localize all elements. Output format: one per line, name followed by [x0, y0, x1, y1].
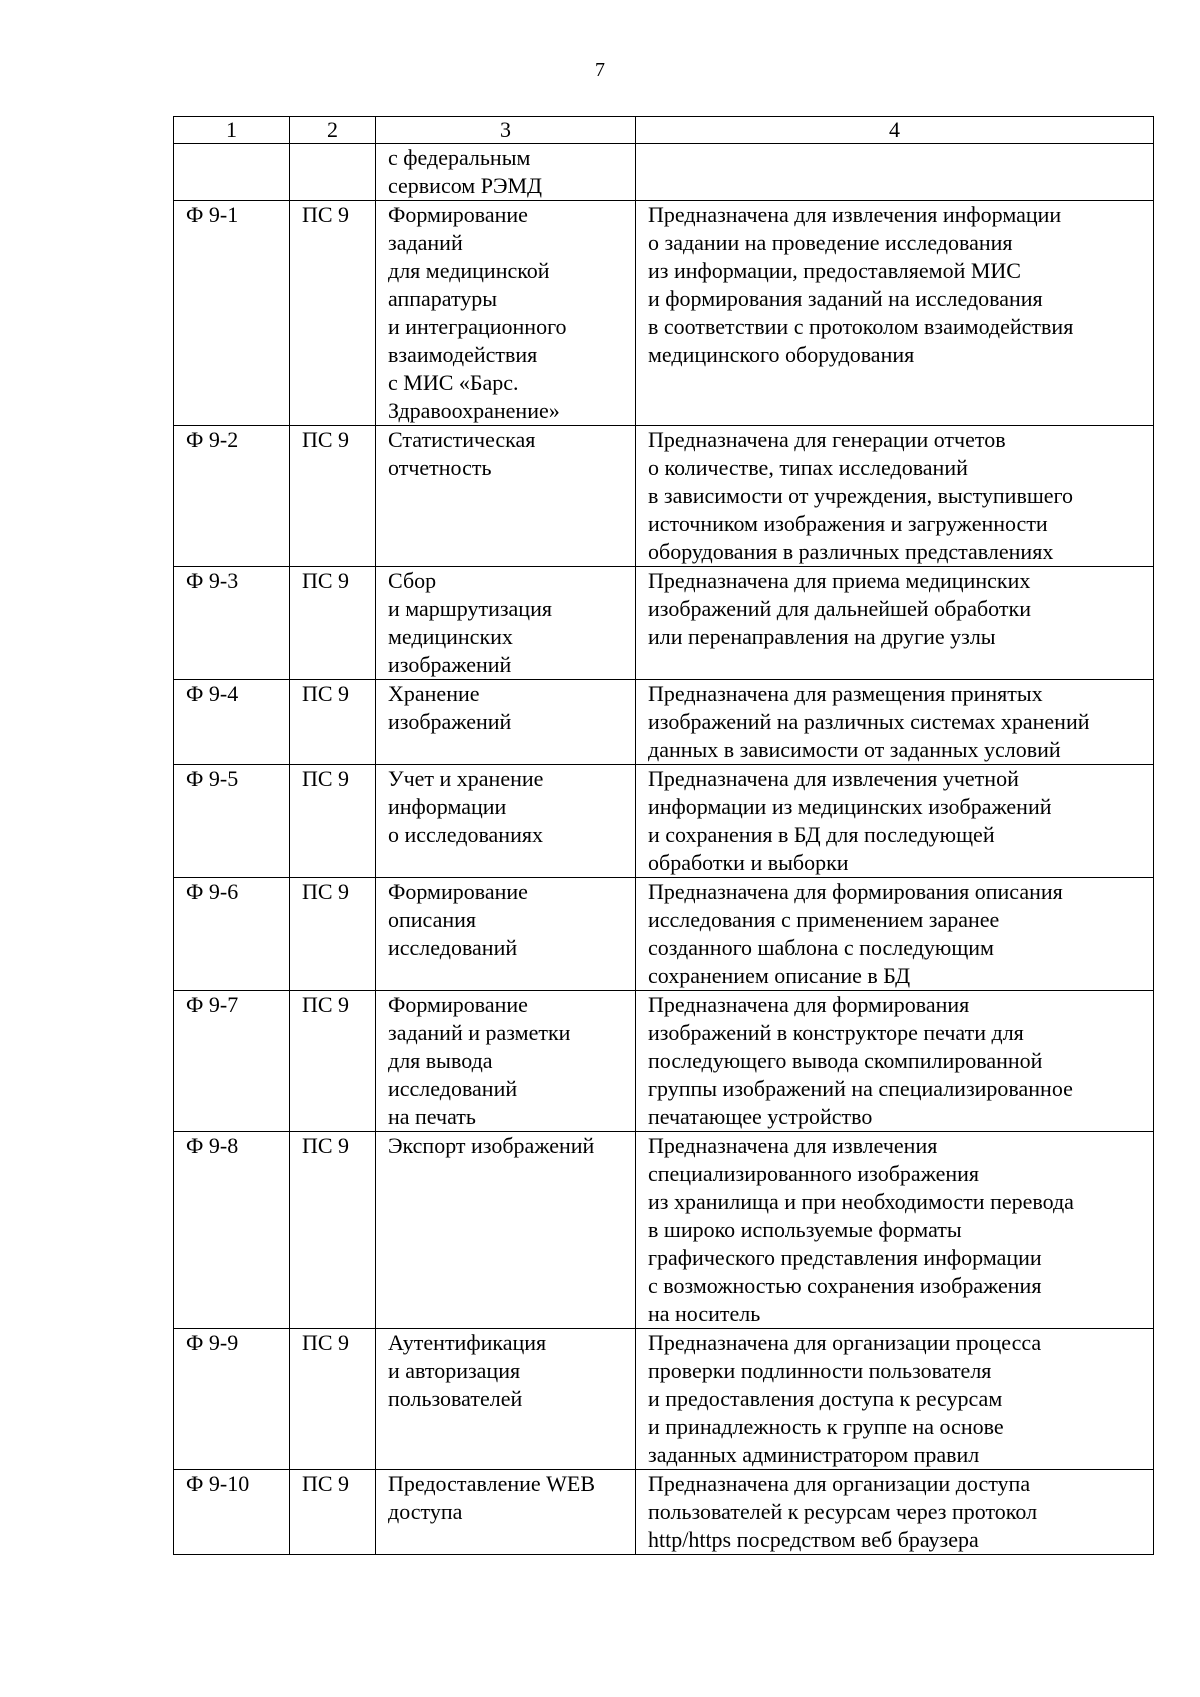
function-description: Предназначена для приема медицинских изображений для дальнейшей обработки или перенаправления на другие узлы: [636, 567, 1154, 680]
subsystem-id: ПС 9: [290, 1132, 376, 1329]
table-row: [174, 144, 1154, 201]
subsystem-id: ПС 9: [290, 1329, 376, 1470]
table-row: [174, 991, 1154, 1132]
function-description: [636, 144, 1154, 201]
function-id: Ф 9-1: [174, 201, 290, 426]
functions-table: [173, 116, 1154, 1555]
table-row: [174, 426, 1154, 567]
table-row: [174, 201, 1154, 426]
header-cell: 1: [174, 117, 290, 144]
function-name: Учет и хранение информации о исследованиях: [376, 765, 636, 878]
function-description: Предназначена для формирования изображений в конструкторе печати для последующего вывода скомпилированной группы изображений на специализированное печатающее устройство: [636, 991, 1154, 1132]
function-name: Формирование заданий для медицинской аппаратуры и интеграционного взаимодействия с МИС «Барс. Здравоохранение»: [376, 201, 636, 426]
subsystem-id: ПС 9: [290, 426, 376, 567]
table-row: [174, 1329, 1154, 1470]
function-description: Предназначена для генерации отчетов о количестве, типах исследований в зависимости от учреждения, выступившего источником изображения и загруженности оборудования в различных представлениях: [636, 426, 1154, 567]
table-header-row: [174, 117, 1154, 144]
function-id: Ф 9-3: [174, 567, 290, 680]
function-name: Формирование заданий и разметки для вывода исследований на печать: [376, 991, 636, 1132]
function-description: Предназначена для организации процесса проверки подлинности пользователя и предоставления доступа к ресурсам и принадлежность к группе на основе заданных администратором правил: [636, 1329, 1154, 1470]
function-name: с федеральным сервисом РЭМД: [376, 144, 636, 201]
subsystem-id: ПС 9: [290, 201, 376, 426]
subsystem-id: ПС 9: [290, 567, 376, 680]
function-name: Статистическая отчетность: [376, 426, 636, 567]
table-row: [174, 765, 1154, 878]
function-id: Ф 9-5: [174, 765, 290, 878]
function-id: [174, 144, 290, 201]
table-row: [174, 1132, 1154, 1329]
subsystem-id: ПС 9: [290, 1470, 376, 1555]
function-name: Предоставление WEB доступа: [376, 1470, 636, 1555]
subsystem-id: ПС 9: [290, 765, 376, 878]
page-number: 7: [595, 59, 605, 81]
function-description: Предназначена для организации доступа пользователей к ресурсам через протокол http/https посредством веб браузера: [636, 1470, 1154, 1555]
table-row: [174, 680, 1154, 765]
function-id: Ф 9-7: [174, 991, 290, 1132]
table-row: [174, 878, 1154, 991]
function-description: Предназначена для извлечения специализированного изображения из хранилища и при необходимости перевода в широко используемые форматы графического представления информации с возможностью сохранения изображения на носитель: [636, 1132, 1154, 1329]
subsystem-id: ПС 9: [290, 991, 376, 1132]
function-id: Ф 9-8: [174, 1132, 290, 1329]
function-id: Ф 9-2: [174, 426, 290, 567]
function-id: Ф 9-6: [174, 878, 290, 991]
function-description: Предназначена для извлечения информации о задании на проведение исследования из информации, предоставляемой МИС и формирования заданий на исследования в соответствии с протоколом взаимодействия медицинского оборудования: [636, 201, 1154, 426]
function-name: Сбор и маршрутизация медицинских изображений: [376, 567, 636, 680]
subsystem-id: [290, 144, 376, 201]
function-id: Ф 9-10: [174, 1470, 290, 1555]
function-description: Предназначена для извлечения учетной информации из медицинских изображений и сохранения в БД для последующей обработки и выборки: [636, 765, 1154, 878]
table-row: [174, 567, 1154, 680]
function-description: Предназначена для размещения принятых изображений на различных системах хранений данных в зависимости от заданных условий: [636, 680, 1154, 765]
subsystem-id: ПС 9: [290, 680, 376, 765]
header-cell: 2: [290, 117, 376, 144]
function-name: Аутентификация и авторизация пользователей: [376, 1329, 636, 1470]
header-cell: 4: [636, 117, 1154, 144]
function-name: Хранение изображений: [376, 680, 636, 765]
function-name: Формирование описания исследований: [376, 878, 636, 991]
table-row: [174, 1470, 1154, 1555]
function-id: Ф 9-9: [174, 1329, 290, 1470]
function-id: Ф 9-4: [174, 680, 290, 765]
header-cell: 3: [376, 117, 636, 144]
subsystem-id: ПС 9: [290, 878, 376, 991]
function-name: Экспорт изображений: [376, 1132, 636, 1329]
function-description: Предназначена для формирования описания исследования с применением заранее созданного шаблона с последующим сохранением описание в БД: [636, 878, 1154, 991]
